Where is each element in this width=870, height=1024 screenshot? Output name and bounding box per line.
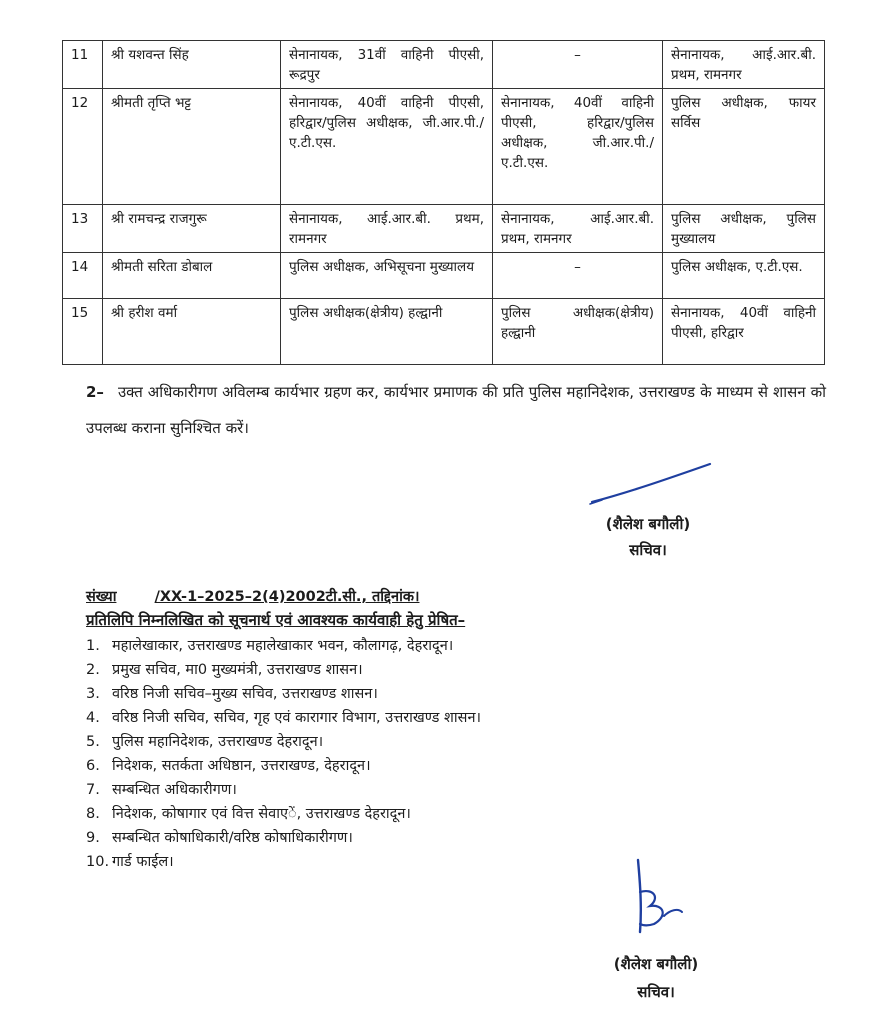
new-posting: पुलिस अधीक्षक, ए.टी.एस. — [663, 253, 825, 299]
list-item: 2. प्रमुख सचिव, मा0 मुख्यमंत्री, उत्तराखण्ड शासन। — [86, 662, 363, 678]
list-item: 8. निदेशक, कोषागार एवं वित्त सेवाएें, उत्तराखण्ड देहरादून। — [86, 806, 411, 822]
officer-name: श्रीमती सरिता डोबाल — [103, 253, 281, 299]
current-posting: पुलिस अधीक्षक(क्षेत्रीय) हल्द्वानी — [281, 299, 493, 365]
transfer-table — [62, 40, 825, 365]
table-row — [63, 205, 825, 253]
list-item: 9. सम्बन्धित कोषाधिकारी/वरिष्ठ कोषाधिकारीगण। — [86, 830, 353, 846]
table-row — [63, 89, 825, 205]
list-item: 1. महालेखाकार, उत्तराखण्ड महालेखाकार भवन, कौलागढ़, देहरादून। — [86, 638, 454, 654]
serial-number: 13 — [63, 205, 103, 253]
copy-list — [86, 634, 481, 874]
list-item: 6. निदेशक, सतर्कता अधिष्ठान, उत्तराखण्ड, देहरादून। — [86, 758, 371, 774]
officer-name: श्री हरीश वर्मा — [103, 299, 281, 365]
table-row — [63, 41, 825, 89]
reference-number — [86, 586, 419, 606]
current-posting: सेनानायक, 40वीं वाहिनी पीएसी, हरिद्वार/पुलिस अधीक्षक, जी.आर.पी./ए.टी.एस. — [281, 89, 493, 205]
signature-handwritten — [620, 852, 700, 942]
officer-name: श्री रामचन्द्र राजगुरू — [103, 205, 281, 253]
instruction-paragraph — [86, 374, 826, 446]
new-posting: पुलिस अधीक्षक, पुलिस मुख्यालय — [663, 205, 825, 253]
current-posting: पुलिस अधीक्षक, अभिसूचना मुख्यालय — [281, 253, 493, 299]
signatory-designation-bottom: सचिव। — [637, 983, 675, 1001]
paragraph-text: उक्त अधिकारीगण अविलम्ब कार्यभार ग्रहण कर, कार्यभार प्रमाणक की प्रति पुलिस महानिदेशक, उत्तराखण्ड के माध्यम से शासन को उपलब्ध कराना सुनिश्चित करें। — [86, 383, 826, 437]
new-posting: सेनानायक, 40वीं वाहिनी पीएसी, हरिद्वार — [663, 299, 825, 365]
table-row — [63, 299, 825, 365]
signatory-name-bottom: (शैलेश बगौली) — [613, 955, 699, 973]
list-item: 10. गार्ड फाईल। — [86, 854, 174, 870]
signatory-designation-top: सचिव। — [629, 541, 667, 559]
list-item: 4. वरिष्ठ निजी सचिव, सचिव, गृह एवं कारागार विभाग, उत्तराखण्ड शासन। — [86, 710, 481, 726]
table-row — [63, 253, 825, 299]
officer-name: श्री यशवन्त सिंह — [103, 41, 281, 89]
additional-charge: सेनानायक, 40वीं वाहिनी पीएसी, हरिद्वार/पुलिस अधीक्षक, जी.आर.पी./ए.टी.एस. — [493, 89, 663, 205]
new-posting: पुलिस अधीक्षक, फायर सर्विस — [663, 89, 825, 205]
current-posting: सेनानायक, आई.आर.बी. प्रथम, रामनगर — [281, 205, 493, 253]
signatory-name-top: (शैलेश बगौली) — [605, 515, 691, 533]
signature-stroke — [580, 458, 720, 508]
serial-number: 15 — [63, 299, 103, 365]
new-posting: सेनानायक, आई.आर.बी. प्रथम, रामनगर — [663, 41, 825, 89]
additional-charge: – — [493, 253, 663, 299]
serial-number: 11 — [63, 41, 103, 89]
serial-number: 14 — [63, 253, 103, 299]
additional-charge: सेनानायक, आई.आर.बी. प्रथम, रामनगर — [493, 205, 663, 253]
reference-label: संख्या — [86, 589, 117, 605]
officer-name: श्रीमती तृप्ति भट्ट — [103, 89, 281, 205]
additional-charge: – — [493, 41, 663, 89]
list-item: 3. वरिष्ठ निजी सचिव–मुख्य सचिव, उत्तराखण्ड शासन। — [86, 686, 378, 702]
additional-charge: पुलिस अधीक्षक(क्षेत्रीय) हल्द्वानी — [493, 299, 663, 365]
list-item: 5. पुलिस महानिदेशक, उत्तराखण्ड देहरादून। — [86, 734, 324, 750]
current-posting: सेनानायक, 31वीं वाहिनी पीएसी, रूद्रपुर — [281, 41, 493, 89]
serial-number: 12 — [63, 89, 103, 205]
reference-text: /XX-1–2025–2(4)2002टी.सी., तद्दिनांक। — [154, 589, 420, 605]
copy-heading: प्रतिलिपि निम्नलिखित को सूचनार्थ एवं आवश्यक कार्यवाही हेतु प्रेषित– — [86, 611, 466, 629]
paragraph-number: 2– — [86, 383, 104, 401]
list-item: 7. सम्बन्धित अधिकारीगण। — [86, 782, 237, 798]
